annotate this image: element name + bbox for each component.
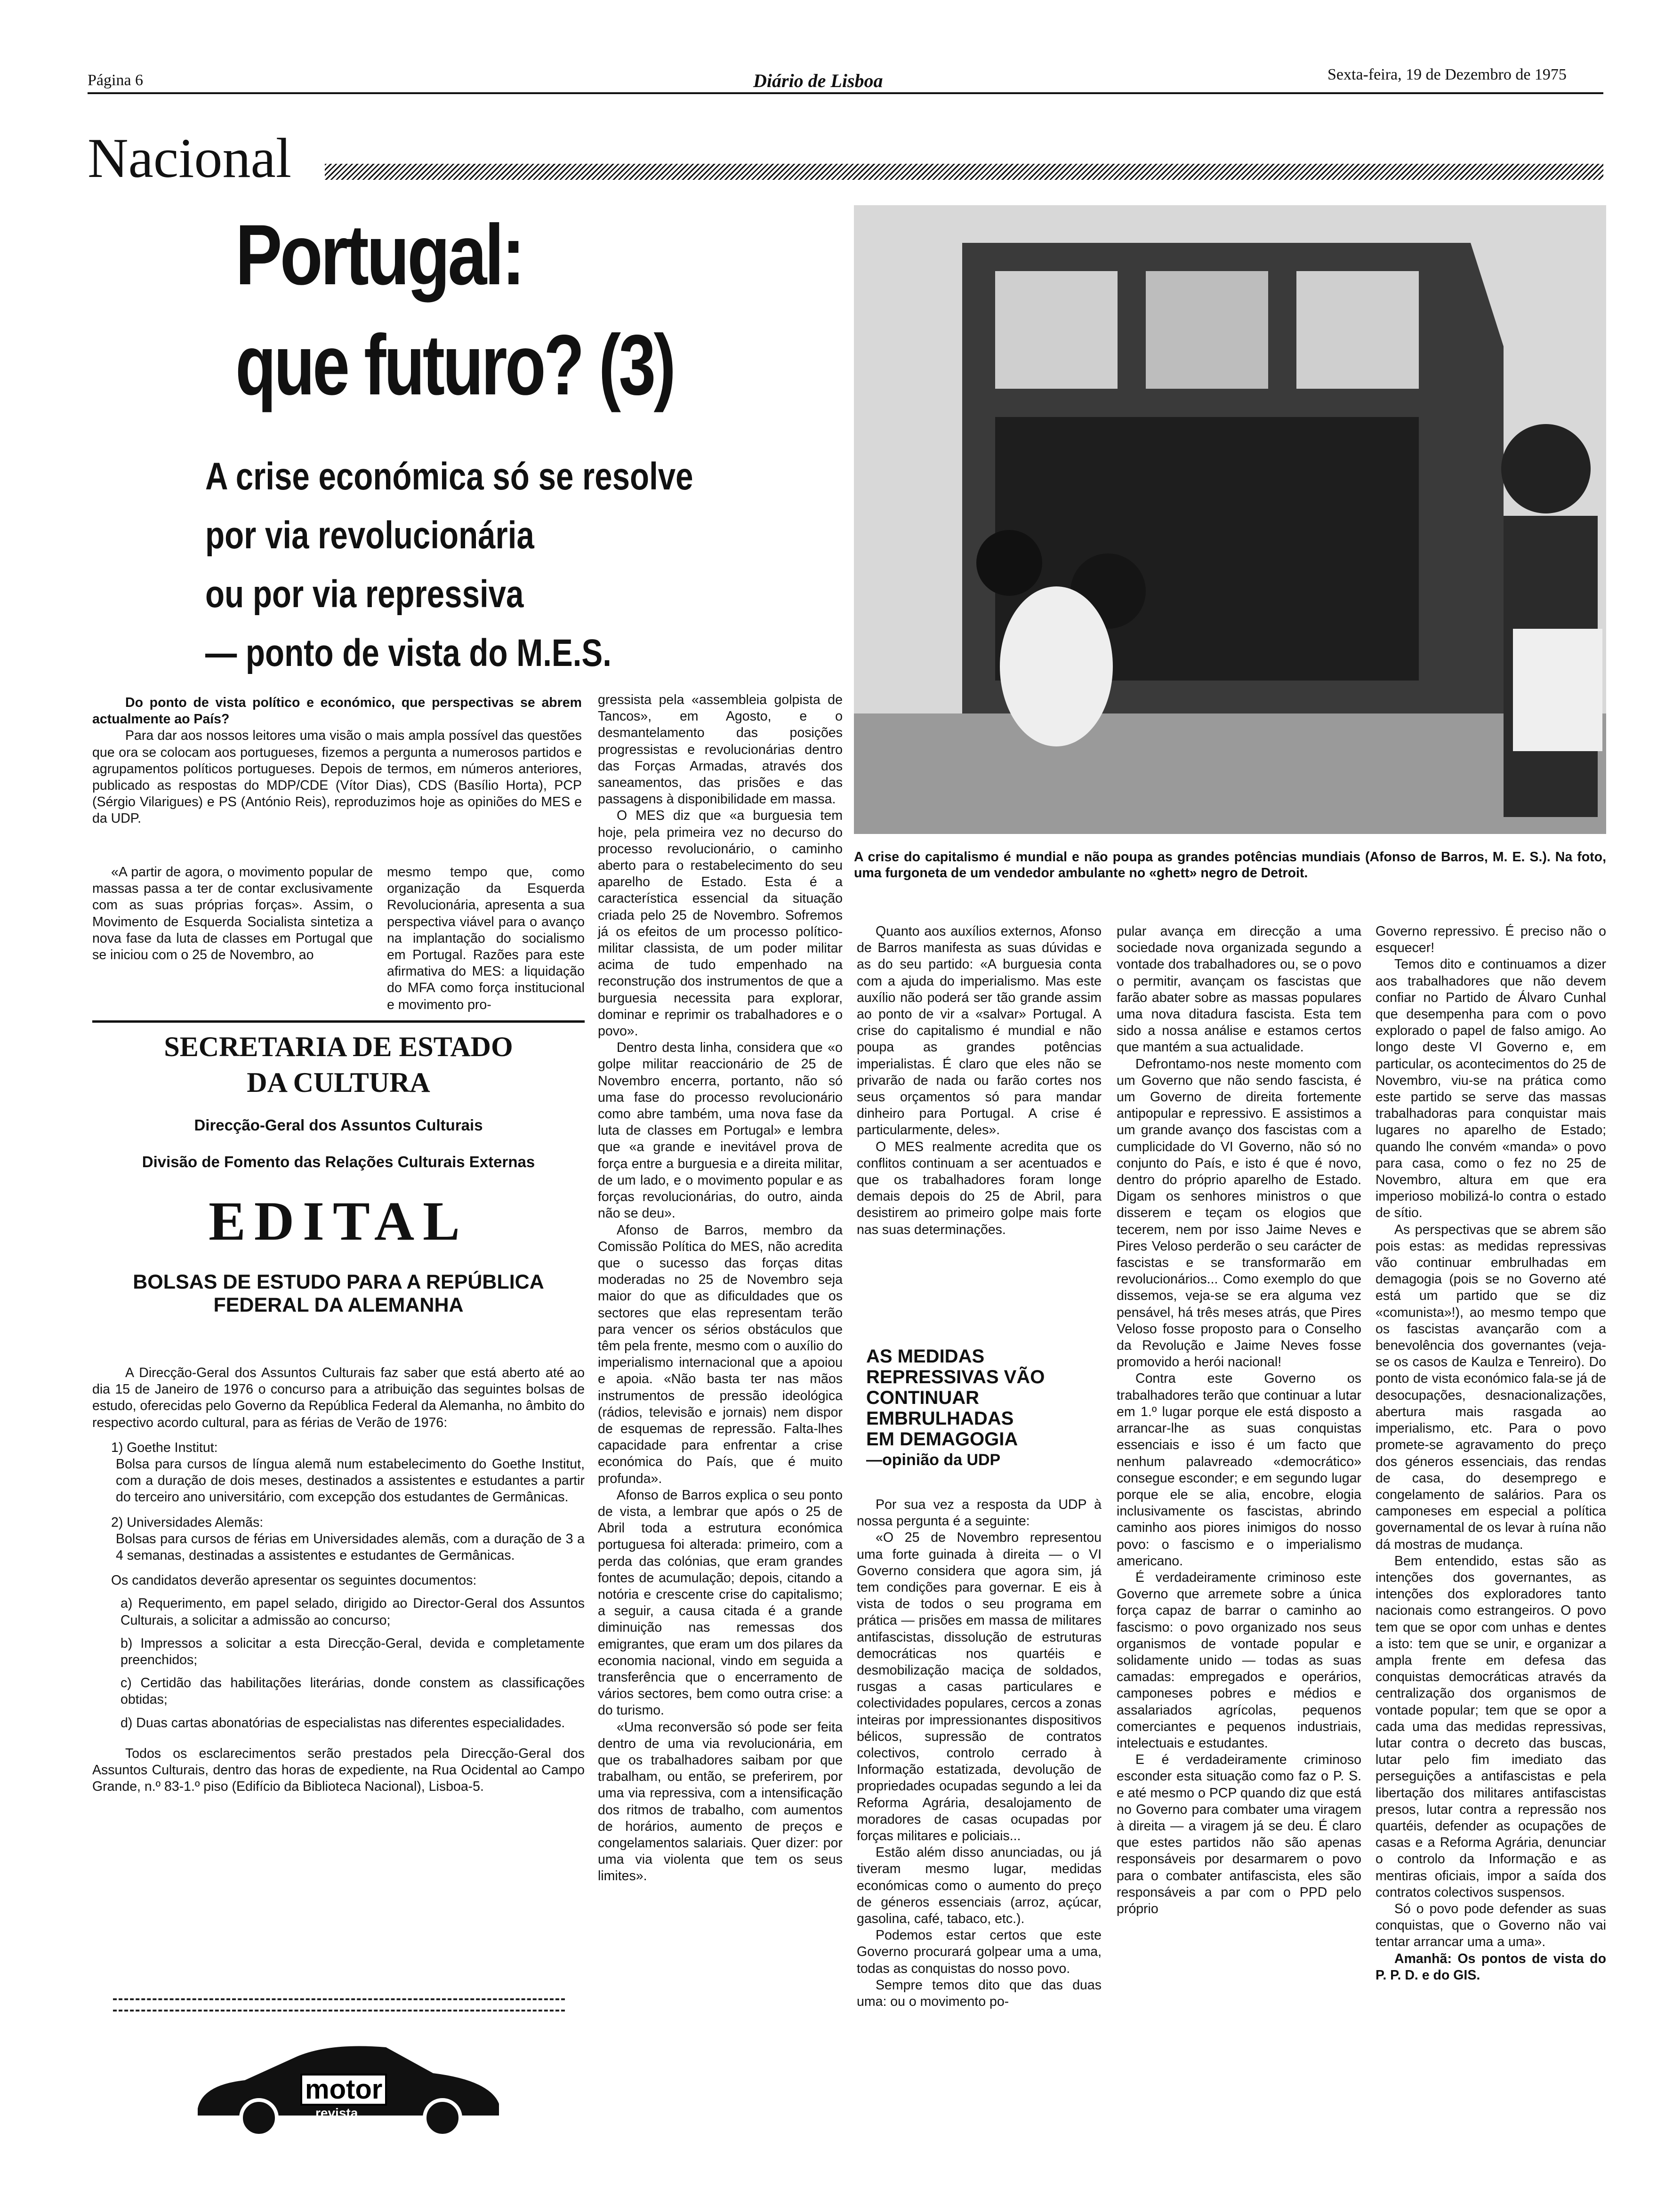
udp-subheading xyxy=(866,1346,1102,1470)
paragraph: As perspectivas que se abrem são pois estas: as medidas repressivas vão continuar embrulhadas em demagogia (pois se no Governo até está um partido que se diz «comunista»!), ao mesmo tempo que os fascistas avançarão com a benevolência dos governantes (veja-se os casos de Kaulza e Tenreiro). Do ponto de vista económico fala-se já de desocupações, desnacionalizações, abertura mais rasgada ao imperialismo, etc. Para o povo promete-se agravamento do preço dos géneros essenciais, das rendas de casa, do desemprego e congelamento de salários. Para os camponeses em especial a política governamental de os levar à ruína não dá mostras de mudança. xyxy=(1375,1222,1606,1552)
ad-tag: revista xyxy=(315,2106,358,2120)
edital-block xyxy=(92,1029,585,1317)
newspaper-name: Diário de Lisboa xyxy=(753,70,883,91)
intro-block xyxy=(92,695,582,827)
edital-item1-body: Bolsa para cursos de língua alemã num estabelecimento do Goethe Institut, com a duração de dois meses, destinados a assistentes e estudantes a partir do terceiro ano universitário, com excepção dos estudantes de Germânicas. xyxy=(116,1457,585,1505)
paragraph: Temos dito e continuamos a dizer aos trabalhadores que não devem confiar no Partido de Álvaro Cunhal que desempenha para com o povo explorado o papel de falso amigo. Ao longo deste VI Governo e, em particular, os acontecimentos do 25 de Novembro, viu-se na prática como este partido se serve das massas trabalhadoras para conquistar mais lugares no aparelho de Estado; quando lhe convém «manda» o povo para casa, como o fez no 25 de Novembro, altura em que era imperioso mobilizá-lo contra o estado de sítio. xyxy=(1375,957,1606,1221)
udp-heading-line: EMBRULHADAS xyxy=(866,1408,1014,1429)
ad-brand: motor xyxy=(300,2074,387,2106)
paragraph: Dentro desta linha, considera que «o golpe militar reaccionário de 25 de Novembro encerra, portanto, não só uma fase do processo revolucionário como abre também, uma nova fase da luta de classes em Portugal» e lembra que «a grande e inevitável prova de força entre a burguesia e a direita militar, de um lado, e o movimento popular e as forças revolucionárias, do outro, ainda não se deu». xyxy=(598,1040,843,1221)
edital-body xyxy=(92,1365,585,1795)
edital-intro: A Direcção-Geral dos Assuntos Culturais faz saber que está aberto até ao dia 15 de Janeiro de 1976 o concurso para a atribuição das seguintes bolsas de estudo, oferecidas pelo Governo da República Federal da Alemanha, no âmbito do respectivo acordo cultural, para as férias de Verão de 1976: xyxy=(92,1365,585,1430)
edital-title: EDITAL xyxy=(209,1190,468,1252)
paragraph: É verdadeiramente criminoso este Governo que arremete sobre a única força capaz de barrar o caminho ao fascismo: o povo organizado nos seus organismos de vontade popular e solidamente unido — todas as suas camadas: empregados e operários, camponeses pobres e médios e assalariados agrícolas, pequenos comerciantes e pequenos industriais, intelectuais e estudantes. xyxy=(1117,1570,1361,1751)
edital-dept2: Divisão de Fomento das Relações Culturais Externas xyxy=(142,1153,535,1170)
edital-dept1: Direcção-Geral dos Assuntos Culturais xyxy=(194,1116,483,1134)
subheadline-line: por via revolucionária xyxy=(205,514,534,557)
article-col4 xyxy=(1117,923,1361,1917)
paragraph: Sempre temos dito que das duas uma: ou o movimento po- xyxy=(857,1977,1102,2010)
intro-lead: Do ponto de vista político e económico, que perspectivas se abrem actualmente ao País? xyxy=(92,695,582,727)
edital-subtitle1: BOLSAS DE ESTUDO PARA A REPÚBLICA xyxy=(133,1271,544,1293)
paragraph: Defrontamo-nos neste momento com um Governo que não sendo fascista, é um Governo de direita fortemente antipopular e repressivo. E assistimos a um grande avanço dos fascistas com a cumplicidade do VI Governo, não só no conjunto do País, e isto é que é novo, dentro do próprio aparelho de Estado. Digam os senhores ministros o que disserem e teçam os elogios que tecerem, nem por isso Jaime Neves e Pires Veloso perderão o seu carácter de fascistas e se transformarão em revolucionários... Como exemplo do que dissemos, veja-se se era alguma vez pensável, há três meses atrás, que Pires Veloso fosse proposto para o Conselho da Revolução e Jaime Neves fosse promovido a herói nacional! xyxy=(1117,1056,1361,1370)
edital-docs-intro: Os candidatos deverão apresentar os seguintes documentos: xyxy=(111,1573,477,1588)
paragraph: Estão além disso anunciadas, ou já tiveram mesmo lugar, medidas económicas como o aumento do preço de géneros essenciais (arroz, açúcar, gasolina, café, tabaco, etc.). xyxy=(857,1845,1102,1927)
headline-line1: Portugal: xyxy=(235,207,523,303)
section-title: Nacional xyxy=(88,127,292,189)
article-col5 xyxy=(1375,923,1606,1984)
subheadline xyxy=(205,447,693,682)
section-rule xyxy=(325,164,1603,180)
udp-heading-line: REPRESSIVAS VÃO xyxy=(866,1367,1045,1387)
edital-org-line1: SECRETARIA DE ESTADO xyxy=(164,1031,513,1062)
issue-date: Sexta-feira, 19 de Dezembro de 1975 xyxy=(1327,66,1567,83)
paragraph: E é verdadeiramente criminoso esconder esta situação como faz o P. S. e até mesmo o PCP quando diz que está no Governo para combater uma viragem à direita — a viragem já se deu. É claro que estes partidos não são apenas responsáveis por desarmarem o povo para o combater antifascista, eles são responsáveis a par com o PPD pelo próprio xyxy=(1117,1752,1361,1916)
article-col1b: mesmo tempo que, como organização da Esquerda Revolucionária, apresenta a sua perspectiva viável para o avanço na implantação do socialismo em Portugal. Razões para este afirmativa do MES: a liquidação do MFA como força institucional e movimento pro- xyxy=(387,865,585,1012)
paragraph: «Uma reconversão só pode ser feita dentro de uma via revolucionária, em que os trabalhadores saibam por que trabalham, ou então, se preferirem, por uma via repressiva, com a intensificação dos ritmos de trabalho, com aumentos de horários, aumento de preços e congelamentos salariais. Quer dizer: por uma via violenta que tem os seus limites». xyxy=(598,1719,843,1884)
paragraph: O MES diz que «a burguesia tem hoje, pela primeira vez no decurso do processo revolucionário, o caminho aberto para o restabelecimento do seu aparelho de Estado. Esta é a característica essencial da situação criada pelo 25 de Novembro. Sofremos já os efeitos de um processo político-militar classista, de um poder militar acima de tudo empenhado na reconstrução dos instrumentos de que a burguesia necessita para explorar, dominar e reprimir os trabalhadores e o povo». xyxy=(598,808,843,1039)
paragraph: «O 25 de Novembro representou uma forte guinada à direita — o VI Governo considera que agora sim, já tem condições para governar. E eis à vista de todos o seu programa em prática — prisões em massa de militares antifascistas, dissolução de estruturas democráticas nos quartéis e desmobilização maciça de soldados, rusgas a casas particulares e colectividades populares, cercos a zonas inteiras por impressionantes dispositivos bélicos, supressão de contratos colectivos, controlo cerrado à Informação estatizada, devolução de propriedades ocupadas segundo a lei da Reforma Agrária, desalojamento de moradores de casas ocupadas por forças militares e policiais... xyxy=(857,1530,1102,1844)
motor-ad xyxy=(188,2028,508,2137)
photo-caption: A crise do capitalismo é mundial e não poupa as grandes potências mundiais (Afonso de Barros, M. E. S.). Na foto, uma furgoneta de um vendedor ambulante no «ghett» negro de Detroit. xyxy=(854,850,1606,881)
subheadline-line: ou por via repressiva xyxy=(205,573,524,616)
edital-subtitle2: FEDERAL DA ALEMANHA xyxy=(213,1294,464,1316)
paragraph: Podemos estar certos que este Governo procurará golpear uma a uma, todas as conquistas do nosso povo. xyxy=(857,1928,1102,1976)
article-col1a: «A partir de agora, o movimento popular de massas passa a ter de contar exclusivamente com as suas próprias forças». Assim, o Movimento de Esquerda Socialista sintetiza a nova fase da luta de classes em Portugal que se iniciou com o 25 de Novembro, ao xyxy=(92,865,373,963)
udp-heading-sub: —opinião da UDP xyxy=(866,1451,1001,1469)
paragraph: Governo repressivo. É preciso não o esquecer! xyxy=(1375,924,1606,956)
paragraph: Afonso de Barros, membro da Comissão Política do MES, não acredita que o sucesso das forças ditas moderadas no 25 de Novembro seja maior do que as dificuldades que os sectores que elas representam terão para vencer os sérios obstáculos que têm pela frente, mesmo com o auxílio do imperialismo internacional que a apoiou e apoia. «Não basta ter nas mãos instrumentos de pressão ideológica (rádios, televisão e jornais) nem dispor de esquemas de repressão. Falta-lhes capacidade para enfrentar a crise económica do País, que é muito profunda». xyxy=(598,1222,843,1486)
ad-divider-bottom xyxy=(113,2010,565,2012)
intro-body: Para dar aos nossos leitores uma visão o mais ampla possível das questões que ora se colocam aos portugueses, fizemos a pergunta a numerosos partidos e agrupamentos políticos portugueses. Depois de termos, em números anteriores, publicado as respostas do MDP/CDE (Vítor Dias), CDS (Basílio Horta), PCP (Sérgio Vilarigues) e PS (António Reis), reproduzimos hoje as opiniões do MES e da UDP. xyxy=(92,728,582,826)
edital-doc-item: a) Requerimento, em papel selado, dirigido ao Director-Geral dos Assuntos Culturais, a solicitar a admissão ao concurso; xyxy=(121,1596,585,1628)
paragraph: Bem entendido, estas são as intenções dos governantes, as intenções dos exploradores tanto nacionais como estrangeiros. O povo tem que se opor com unhas e dentes a isto: tem que se unir, e organizar a ampla frente em defesa das conquistas democráticas através da centralização dos organismos de vontade popular; tem que se opor a cada uma das medidas repressivas, lutar contra o decreto das buscas, lutar pelo fim imediato das perseguições a antifascistas e pela libertação dos militares antifascistas presos, lutar contra a repressão nos quartéis, defender as ocupações de casas e a Reforma Agrária, denunciar o controlo da Informação e as mentiras oficiais, impor a saída dos contratos colectivos suspensos. xyxy=(1375,1553,1606,1900)
edital-closing: Todos os esclarecimentos serão prestados pela Direcção-Geral dos Assuntos Culturais, dentro das horas de expediente, na Rua Ocidental ao Campo Grande, n.º 83-1.º piso (Edifício da Biblioteca Nacional), Lisboa-5. xyxy=(92,1746,585,1795)
photo-illustration xyxy=(854,205,1606,834)
paragraph: O MES realmente acredita que os conflitos continuam a ser acentuados e que os trabalhadores foram longe demais depois do 25 de Abril, para desistirem ao primeiro golpe mais forte nas suas determinações. xyxy=(857,1139,1102,1237)
next-issue-note: Amanhã: Os pontos de vista do P. P. D. e do GIS. xyxy=(1375,1951,1606,1983)
udp-heading-line: CONTINUAR xyxy=(866,1387,979,1408)
paragraph: gressista pela «assembleia golpista de Tancos», em Agosto, e o desmantelamento das posições progressistas e revolucionárias dentro das Forças Armadas, através dos saneamentos, das prisões e das passagens à disponibilidade em massa. xyxy=(598,692,843,807)
paragraph: Contra este Governo os trabalhadores terão que continuar a lutar em 1.º lugar porque ele está disposto a arrancar-lhe as suas conquistas essenciais e isso é um facto que nenhum palavreado «democrático» consegue esconder; e em segundo lugar porque ele se alia, encobre, elogia inclusivamente os fascistas, abrindo caminho aos piores inimigos do nosso povo: o fascismo e o imperialismo americano. xyxy=(1117,1371,1361,1569)
article-col3 xyxy=(857,923,1102,1238)
paragraph: Quanto aos auxílios externos, Afonso de Barros manifesta as suas dúvidas e as do seu partido: «A burguesia conta com a ajuda do imperialismo. Mas este auxílio não poderá ser tão grande assim ao ponto de vir a «salvar» Portugal. A crise do capitalismo é mundial e não poupa as grandes potências imperialistas. É claro que eles não se privarão de nada ou farão cortes nos seus orçamentos só para mandar dinheiro para Portugal. A crise é particularmente, deles». xyxy=(857,924,1102,1138)
udp-heading-line: EM DEMAGOGIA xyxy=(866,1429,1018,1450)
subheadline-line: A crise económica só se resolve xyxy=(205,455,693,498)
paragraph: Por sua vez a resposta da UDP à nossa pergunta é a seguinte: xyxy=(857,1497,1102,1529)
edital-top-rule xyxy=(92,1020,585,1023)
edital-doc-item: d) Duas cartas abonatórias de especialistas nas diferentes especialidades. xyxy=(121,1715,565,1731)
ad-divider-top xyxy=(113,1998,565,2000)
edital-item1-title: 1) Goethe Institut: xyxy=(111,1440,218,1455)
udp-heading-line: AS MEDIDAS xyxy=(866,1346,985,1367)
page-number: Página 6 xyxy=(88,72,144,89)
masthead-rule xyxy=(88,92,1603,94)
edital-doc-item: c) Certidão das habilitações literárias, donde constem as classificações obtidas; xyxy=(121,1675,585,1707)
edital-item2-body: Bolsas para cursos de férias em Universidades alemãs, com a duração de 3 a 4 semanas, destinadas a assistentes e estudantes de Germânicas. xyxy=(116,1531,585,1563)
article-col3b xyxy=(857,1497,1102,2010)
headline-line2: que futuro? (3) xyxy=(235,317,674,413)
news-photo xyxy=(854,205,1606,834)
paragraph: Afonso de Barros explica o seu ponto de vista, a lembrar que após o 25 de Abril toda a estrutura económica portuguesa foi alterada: primeiro, com a perda das colónias, que eram grandes fontes de acumulação; depois, citando a notória e crescente crise do capitalismo; a seguir, a causa citada é a grande diminuição nas remessas dos emigrantes, que eram um dos pilares da economia nacional, vindo em seguida a transferência que o encerramento de vários sectores, bem como outra crise: a do turismo. xyxy=(598,1487,843,1718)
article-col2 xyxy=(598,692,843,1885)
paragraph: pular avança em direcção a uma sociedade nova organizada segundo a vontade dos trabalhadores ou, se o povo o permitir, avançam os fascistas que farão abater sobre as massas populares uma nova ditadura fascista. Esta tem sido a nossa análise e estamos certos que mantém a sua actualidade. xyxy=(1117,924,1361,1055)
paragraph: Só o povo pode defender as suas conquistas, que o Governo não vai tentar arrancar uma a uma». xyxy=(1375,1901,1606,1950)
edital-item2-title: 2) Universidades Alemãs: xyxy=(111,1515,264,1530)
edital-doc-item: b) Impressos a solicitar a esta Direcção-Geral, devida e completamente preenchidos; xyxy=(121,1635,585,1668)
edital-org-line2: DA CULTURA xyxy=(247,1067,430,1098)
subheadline-line: — ponto de vista do M.E.S. xyxy=(205,632,611,674)
